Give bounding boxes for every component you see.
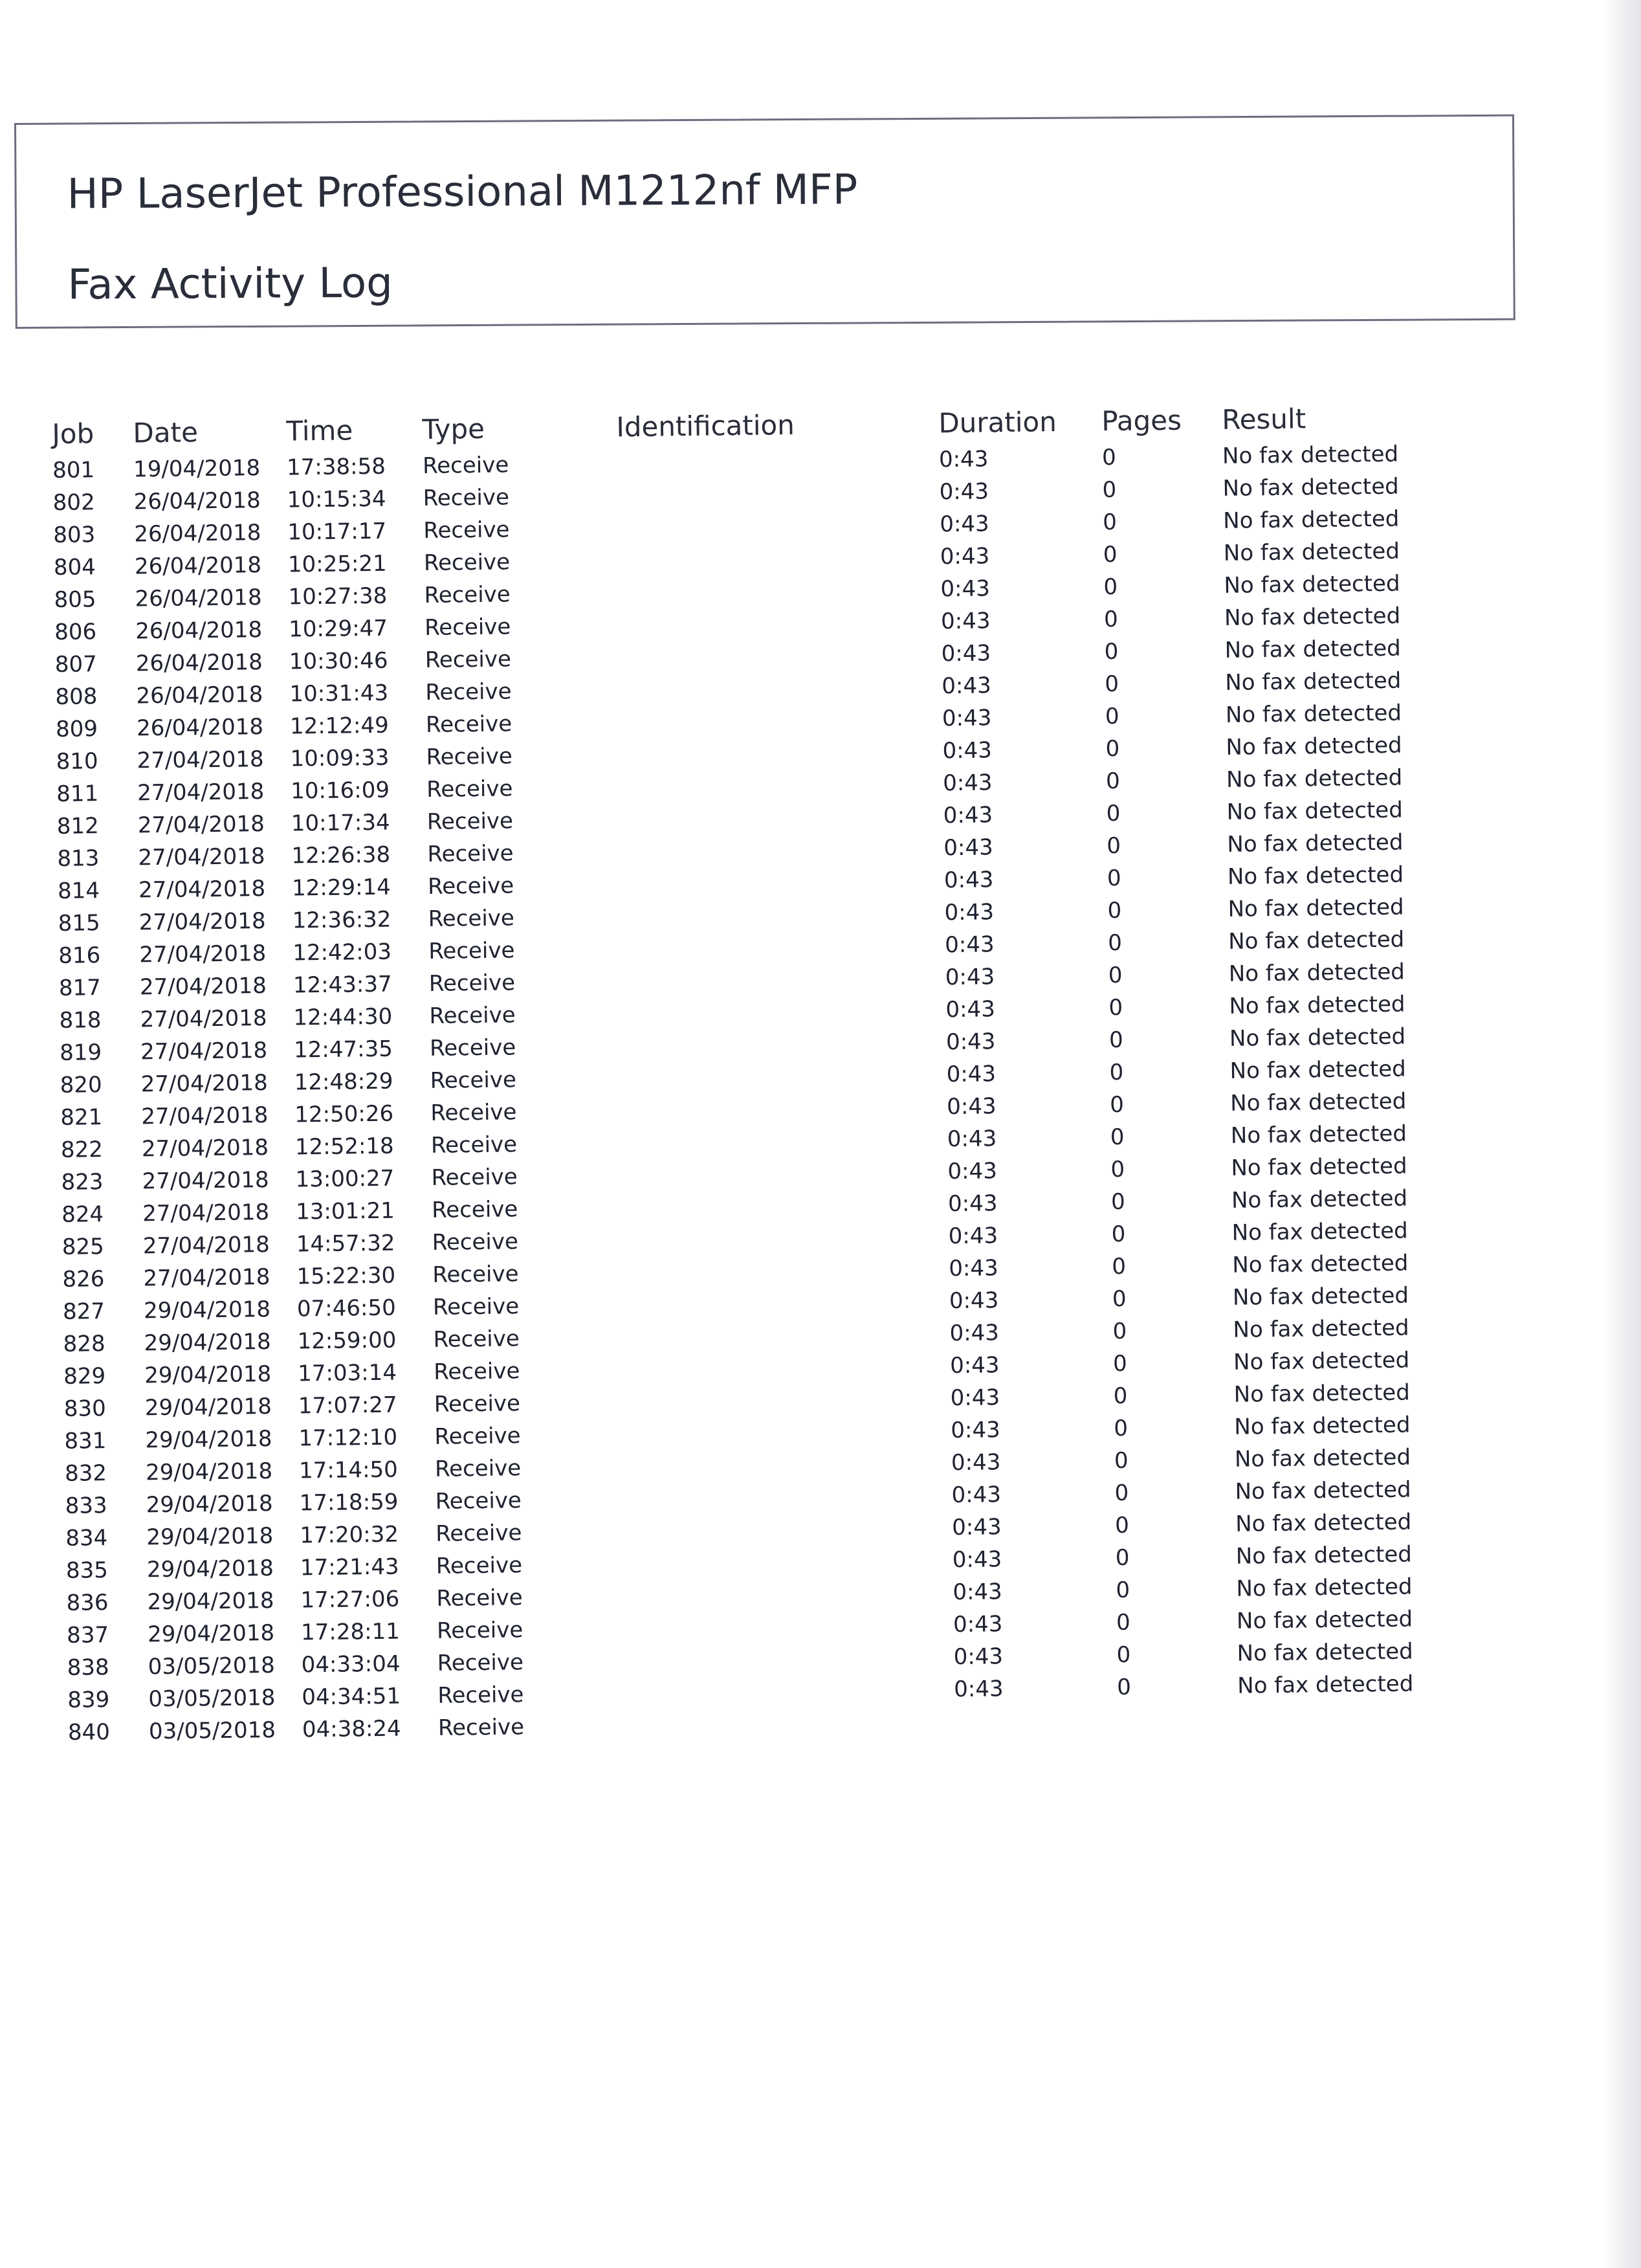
cell-pages: 0: [1105, 768, 1121, 795]
cell-type: Receive: [429, 1034, 516, 1062]
cell-type: Receive: [422, 452, 509, 480]
cell-date: 27/04/2018: [137, 746, 264, 774]
cell-date: 27/04/2018: [142, 1199, 270, 1227]
cell-date: 27/04/2018: [142, 1231, 270, 1260]
column-header-time: Time: [286, 414, 353, 447]
cell-duration: 0:43: [947, 1093, 997, 1120]
cell-type: Receive: [437, 1649, 524, 1676]
cell-time: 10:17:34: [291, 809, 390, 837]
cell-duration: 0:43: [940, 608, 991, 635]
cell-time: 12:29:14: [291, 874, 391, 902]
cell-pages: 0: [1110, 1124, 1125, 1151]
cell-job: 803: [53, 522, 96, 548]
cell-job: 808: [55, 684, 98, 710]
cell-date: 26/04/2018: [135, 649, 263, 677]
cell-result: No fax detected: [1222, 473, 1399, 502]
cell-result: No fax detected: [1237, 1671, 1414, 1699]
cell-result: No fax detected: [1225, 700, 1402, 728]
cell-pages: 0: [1107, 897, 1122, 924]
cell-pages: 0: [1112, 1253, 1127, 1280]
cell-date: 03/05/2018: [148, 1717, 276, 1745]
cell-duration: 0:43: [951, 1482, 1002, 1509]
cell-job: 818: [59, 1007, 102, 1034]
column-header-date: Date: [133, 416, 199, 449]
cell-job: 835: [65, 1557, 109, 1584]
cell-result: No fax detected: [1224, 603, 1401, 631]
cell-date: 27/04/2018: [141, 1134, 269, 1162]
cell-pages: 0: [1114, 1512, 1130, 1539]
cell-type: Receive: [428, 970, 516, 997]
cell-date: 27/04/2018: [138, 843, 265, 871]
cell-time: 10:09:33: [290, 744, 390, 772]
cell-date: 27/04/2018: [140, 1038, 268, 1065]
cell-date: 27/04/2018: [142, 1166, 269, 1195]
cell-date: 29/04/2018: [146, 1522, 274, 1551]
cell-duration: 0:43: [942, 737, 993, 764]
cell-duration: 0:43: [947, 1158, 998, 1185]
cell-date: 03/05/2018: [148, 1652, 275, 1680]
cell-job: 811: [56, 781, 99, 807]
cell-time: 07:46:50: [296, 1295, 396, 1322]
cell-result: No fax detected: [1229, 991, 1405, 1019]
cell-type: Receive: [428, 905, 515, 932]
cell-job: 837: [66, 1622, 109, 1649]
cell-date: 27/04/2018: [140, 1005, 267, 1033]
cell-date: 27/04/2018: [139, 973, 267, 1001]
cell-result: No fax detected: [1228, 959, 1405, 987]
cell-time: 12:36:32: [292, 906, 391, 934]
cell-type: Receive: [426, 743, 512, 770]
cell-time: 17:18:59: [299, 1489, 399, 1517]
cell-job: 825: [61, 1234, 104, 1260]
cell-time: 04:38:24: [302, 1715, 401, 1743]
table-body: [52, 437, 1504, 1749]
cell-date: 19/04/2018: [133, 455, 261, 483]
cell-time: 17:20:32: [300, 1521, 399, 1549]
cell-job: 804: [53, 554, 96, 581]
cell-job: 823: [61, 1169, 104, 1195]
cell-duration: 0:43: [945, 964, 995, 991]
cell-time: 17:38:58: [286, 453, 386, 481]
cell-pages: 0: [1110, 1188, 1125, 1216]
cell-duration: 0:43: [943, 867, 994, 894]
cell-type: Receive: [430, 1131, 518, 1159]
cell-time: 17:07:27: [298, 1392, 397, 1419]
cell-type: Receive: [428, 937, 515, 964]
cell-time: 12:59:00: [297, 1327, 397, 1355]
cell-date: 26/04/2018: [134, 520, 261, 548]
cell-pages: 0: [1113, 1383, 1128, 1410]
cell-duration: 0:43: [952, 1546, 1002, 1573]
cell-job: 820: [60, 1072, 102, 1098]
cell-job: 815: [58, 910, 100, 937]
column-header-job: Job: [52, 417, 94, 450]
cell-date: 29/04/2018: [144, 1328, 271, 1357]
cell-result: No fax detected: [1223, 506, 1400, 534]
cell-result: No fax detected: [1230, 1088, 1407, 1117]
cell-duration: 0:43: [949, 1255, 998, 1282]
cell-time: 12:52:18: [294, 1133, 394, 1161]
cell-duration: 0:43: [946, 1061, 997, 1088]
cell-duration: 0:43: [951, 1449, 1001, 1476]
cell-time: 17:28:11: [300, 1618, 401, 1646]
cell-result: No fax detected: [1229, 1056, 1406, 1084]
cell-type: Receive: [433, 1326, 520, 1353]
cell-type: Receive: [435, 1487, 522, 1515]
cell-job: 802: [52, 489, 95, 516]
cell-job: 810: [56, 748, 98, 775]
cell-duration: 0:43: [951, 1514, 1002, 1541]
cell-type: Receive: [427, 840, 514, 867]
cell-time: 13:01:21: [295, 1197, 395, 1225]
cell-result: No fax detected: [1226, 797, 1404, 825]
cell-pages: 0: [1114, 1447, 1129, 1474]
cell-date: 29/04/2018: [147, 1587, 274, 1616]
cell-time: 10:27:38: [288, 583, 388, 610]
scan-paper-edge: [1602, 0, 1641, 2268]
cell-duration: 0:43: [953, 1611, 1003, 1638]
cell-pages: 0: [1105, 735, 1120, 762]
cell-job: 834: [65, 1525, 108, 1551]
cell-duration: 0:43: [940, 575, 991, 603]
cell-type: Receive: [429, 1002, 516, 1029]
cell-time: 10:31:43: [289, 680, 389, 707]
cell-type: Receive: [430, 1067, 517, 1094]
cell-result: No fax detected: [1227, 829, 1404, 858]
cell-duration: 0:43: [942, 770, 993, 797]
cell-job: 817: [58, 975, 102, 1001]
cell-type: Receive: [423, 484, 510, 511]
cell-date: 27/04/2018: [138, 908, 266, 936]
cell-time: 10:29:47: [288, 615, 388, 643]
cell-pages: 0: [1112, 1318, 1127, 1345]
cell-type: Receive: [432, 1228, 519, 1256]
cell-result: No fax detected: [1224, 570, 1400, 599]
cell-type: Receive: [424, 646, 512, 673]
cell-duration: 0:43: [953, 1643, 1004, 1671]
cell-pages: 0: [1117, 1674, 1132, 1701]
cell-date: 27/04/2018: [137, 779, 265, 806]
cell-job: 824: [61, 1201, 104, 1228]
fax-activity-table: [52, 390, 1504, 1749]
cell-result: No fax detected: [1232, 1250, 1409, 1278]
report-title: HP LaserJet Professional M1212nf MFP: [67, 166, 858, 219]
cell-job: 830: [63, 1395, 107, 1422]
cell-duration: 0:43: [945, 931, 995, 959]
cell-time: 17:14:50: [298, 1456, 399, 1484]
cell-job: 840: [67, 1719, 111, 1746]
cell-result: No fax detected: [1236, 1573, 1413, 1602]
cell-date: 29/04/2018: [145, 1425, 272, 1454]
cell-duration: 0:43: [940, 543, 990, 570]
cell-type: Receive: [424, 581, 511, 608]
cell-duration: 0:43: [949, 1352, 1000, 1379]
cell-date: 27/04/2018: [140, 1070, 268, 1098]
cell-date: 26/04/2018: [135, 617, 263, 645]
cell-date: 26/04/2018: [134, 552, 262, 580]
cell-duration: 0:43: [949, 1320, 1000, 1347]
cell-duration: 0:43: [948, 1223, 998, 1250]
cell-pages: 0: [1114, 1480, 1129, 1507]
cell-time: 10:25:21: [287, 550, 387, 578]
cell-result: No fax detected: [1234, 1444, 1411, 1473]
cell-type: Receive: [423, 549, 511, 576]
cell-time: 14:57:32: [296, 1230, 395, 1258]
cell-time: 12:48:29: [294, 1068, 393, 1096]
cell-time: 12:12:49: [289, 712, 389, 740]
cell-job: 809: [55, 716, 98, 742]
cell-job: 806: [54, 619, 97, 645]
cell-job: 838: [67, 1654, 109, 1681]
cell-time: 10:30:46: [289, 647, 388, 675]
cell-job: 814: [57, 878, 100, 904]
cell-job: 836: [66, 1590, 109, 1616]
cell-duration: 0:43: [951, 1417, 1001, 1444]
cell-duration: 0:43: [947, 1190, 998, 1217]
cell-pages: 0: [1116, 1577, 1130, 1604]
cell-type: Receive: [423, 517, 510, 544]
cell-pages: 0: [1103, 606, 1119, 633]
cell-result: No fax detected: [1237, 1638, 1413, 1667]
cell-pages: 0: [1106, 800, 1121, 827]
cell-type: Receive: [431, 1164, 518, 1191]
cell-type: Receive: [427, 873, 514, 900]
cell-duration: 0:43: [942, 705, 992, 732]
cell-type: Receive: [437, 1682, 524, 1709]
cell-job: 819: [59, 1040, 102, 1066]
cell-job: 801: [52, 457, 95, 484]
cell-time: 12:42:03: [292, 939, 392, 966]
column-header-result: Result: [1222, 403, 1306, 436]
cell-pages: 0: [1112, 1285, 1127, 1313]
cell-duration: 0:43: [942, 673, 991, 700]
cell-type: Receive: [426, 808, 514, 835]
cell-type: Receive: [432, 1293, 520, 1320]
cell-date: 26/04/2018: [136, 682, 263, 709]
cell-type: Receive: [437, 1714, 525, 1741]
cell-result: No fax detected: [1233, 1379, 1411, 1408]
cell-job: 816: [58, 942, 101, 969]
column-header-pages: Pages: [1101, 404, 1182, 438]
cell-pages: 0: [1103, 541, 1118, 568]
cell-date: 29/04/2018: [143, 1296, 271, 1324]
cell-result: No fax detected: [1228, 894, 1404, 922]
cell-date: 26/04/2018: [133, 487, 261, 515]
cell-date: 29/04/2018: [146, 1555, 274, 1583]
cell-result: No fax detected: [1234, 1412, 1411, 1440]
cell-result: No fax detected: [1231, 1185, 1408, 1214]
cell-job: 828: [63, 1331, 105, 1357]
cell-time: 17:12:10: [298, 1424, 398, 1452]
cell-time: 10:17:17: [287, 518, 387, 546]
cell-duration: 0:43: [950, 1384, 1000, 1412]
cell-type: Receive: [435, 1552, 523, 1579]
cell-result: No fax detected: [1227, 862, 1404, 890]
cell-time: 17:21:43: [300, 1553, 399, 1581]
cell-job: 832: [64, 1460, 107, 1487]
cell-pages: 0: [1116, 1609, 1130, 1636]
cell-job: 813: [57, 845, 100, 872]
cell-job: 826: [62, 1266, 105, 1293]
cell-type: Receive: [436, 1617, 523, 1644]
cell-duration: 0:43: [943, 834, 994, 862]
cell-time: 13:00:27: [295, 1165, 395, 1193]
cell-date: 29/04/2018: [144, 1393, 272, 1421]
cell-job: 833: [65, 1493, 107, 1519]
cell-date: 27/04/2018: [143, 1263, 270, 1292]
cell-result: No fax detected: [1231, 1217, 1408, 1246]
cell-duration: 0:43: [941, 640, 991, 667]
cell-time: 12:47:35: [293, 1036, 393, 1063]
cell-date: 29/04/2018: [144, 1361, 272, 1389]
cell-type: Receive: [434, 1358, 520, 1385]
cell-result: No fax detected: [1233, 1347, 1410, 1375]
cell-date: 26/04/2018: [135, 584, 262, 612]
cell-time: 17:27:06: [300, 1586, 400, 1614]
cell-duration: 0:43: [938, 446, 989, 473]
cell-time: 17:03:14: [298, 1359, 397, 1387]
cell-type: Receive: [434, 1455, 522, 1482]
cell-date: 29/04/2018: [147, 1619, 275, 1648]
cell-date: 29/04/2018: [146, 1490, 273, 1518]
cell-result: No fax detected: [1231, 1153, 1407, 1181]
cell-job: 822: [60, 1137, 104, 1163]
cell-result: No fax detected: [1226, 764, 1403, 793]
cell-duration: 0:43: [945, 996, 996, 1023]
cell-type: Receive: [435, 1520, 522, 1547]
cell-result: No fax detected: [1235, 1541, 1413, 1570]
cell-type: Receive: [434, 1423, 521, 1450]
cell-pages: 0: [1104, 638, 1119, 665]
cell-pages: 0: [1115, 1544, 1130, 1572]
cell-type: Receive: [425, 678, 512, 706]
column-header-identification: Identification: [616, 408, 795, 443]
cell-time: 15:22:30: [296, 1262, 396, 1290]
cell-type: Receive: [426, 775, 513, 803]
cell-pages: 0: [1111, 1221, 1126, 1248]
cell-result: No fax detected: [1236, 1606, 1413, 1634]
cell-job: 829: [63, 1363, 106, 1390]
column-header-type: Type: [422, 412, 485, 446]
cell-job: 831: [64, 1428, 107, 1454]
cell-type: Receive: [430, 1099, 517, 1126]
cell-result: No fax detected: [1235, 1509, 1412, 1537]
cell-duration: 0:43: [939, 478, 989, 506]
report-subtitle: Fax Activity Log: [67, 259, 393, 309]
cell-duration: 0:43: [949, 1287, 999, 1315]
cell-pages: 0: [1105, 703, 1119, 730]
cell-duration: 0:43: [943, 802, 993, 829]
cell-date: 03/05/2018: [148, 1684, 276, 1713]
cell-pages: 0: [1110, 1156, 1125, 1183]
cell-result: No fax detected: [1232, 1282, 1409, 1311]
cell-time: 12:44:30: [293, 1003, 393, 1031]
report-header-box: [14, 115, 1515, 329]
cell-date: 27/04/2018: [141, 1102, 269, 1130]
cell-time: 04:33:04: [301, 1651, 401, 1678]
cell-type: Receive: [436, 1584, 523, 1612]
cell-duration: 0:43: [945, 1028, 996, 1056]
cell-pages: 0: [1108, 994, 1123, 1021]
cell-pages: 0: [1109, 1059, 1124, 1086]
cell-duration: 0:43: [940, 511, 989, 538]
cell-date: 27/04/2018: [139, 940, 267, 968]
cell-pages: 0: [1107, 929, 1123, 957]
cell-pages: 0: [1107, 865, 1121, 892]
cell-time: 04:34:51: [302, 1683, 401, 1711]
cell-pages: 0: [1107, 832, 1121, 860]
cell-pages: 0: [1105, 671, 1119, 698]
cell-duration: 0:43: [954, 1676, 1004, 1703]
cell-result: No fax detected: [1235, 1476, 1411, 1505]
cell-time: 12:50:26: [294, 1100, 394, 1128]
cell-date: 27/04/2018: [137, 811, 265, 839]
cell-time: 10:16:09: [291, 777, 390, 805]
cell-pages: 0: [1102, 476, 1117, 504]
cell-time: 10:15:34: [287, 485, 386, 513]
cell-pages: 0: [1103, 573, 1118, 601]
cell-result: No fax detected: [1229, 1023, 1406, 1052]
cell-date: 27/04/2018: [138, 876, 266, 904]
cell-job: 812: [56, 813, 100, 839]
cell-result: No fax detected: [1230, 1120, 1407, 1149]
cell-pages: 0: [1116, 1641, 1131, 1669]
cell-time: 12:26:38: [291, 841, 391, 869]
cell-result: No fax detected: [1226, 732, 1402, 761]
cell-job: 821: [60, 1104, 103, 1131]
cell-job: 827: [62, 1298, 105, 1325]
cell-result: No fax detected: [1225, 667, 1402, 696]
cell-result: No fax detected: [1228, 926, 1405, 955]
cell-result: No fax detected: [1222, 441, 1399, 469]
cell-pages: 0: [1114, 1415, 1129, 1442]
cell-pages: 0: [1101, 444, 1116, 471]
cell-duration: 0:43: [953, 1579, 1003, 1606]
cell-duration: 0:43: [947, 1126, 997, 1153]
cell-type: Receive: [431, 1196, 518, 1223]
cell-type: Receive: [424, 614, 511, 641]
cell-result: No fax detected: [1233, 1315, 1409, 1343]
cell-job: 807: [54, 651, 97, 678]
cell-type: Receive: [432, 1261, 519, 1288]
cell-pages: 0: [1112, 1350, 1128, 1377]
cell-job: 805: [54, 586, 96, 613]
cell-duration: 0:43: [944, 899, 995, 926]
cell-type: Receive: [425, 711, 512, 738]
cell-type: Receive: [434, 1390, 521, 1418]
cell-job: 839: [67, 1687, 110, 1713]
cell-result: No fax detected: [1224, 635, 1402, 663]
cell-pages: 0: [1108, 1027, 1123, 1054]
cell-time: 12:43:37: [292, 971, 392, 999]
cell-pages: 0: [1110, 1091, 1125, 1118]
cell-date: 26/04/2018: [136, 714, 264, 742]
cell-pages: 0: [1108, 962, 1123, 989]
cell-result: No fax detected: [1223, 538, 1400, 566]
column-header-duration: Duration: [938, 406, 1057, 439]
cell-pages: 0: [1103, 509, 1118, 536]
cell-date: 29/04/2018: [145, 1458, 273, 1486]
